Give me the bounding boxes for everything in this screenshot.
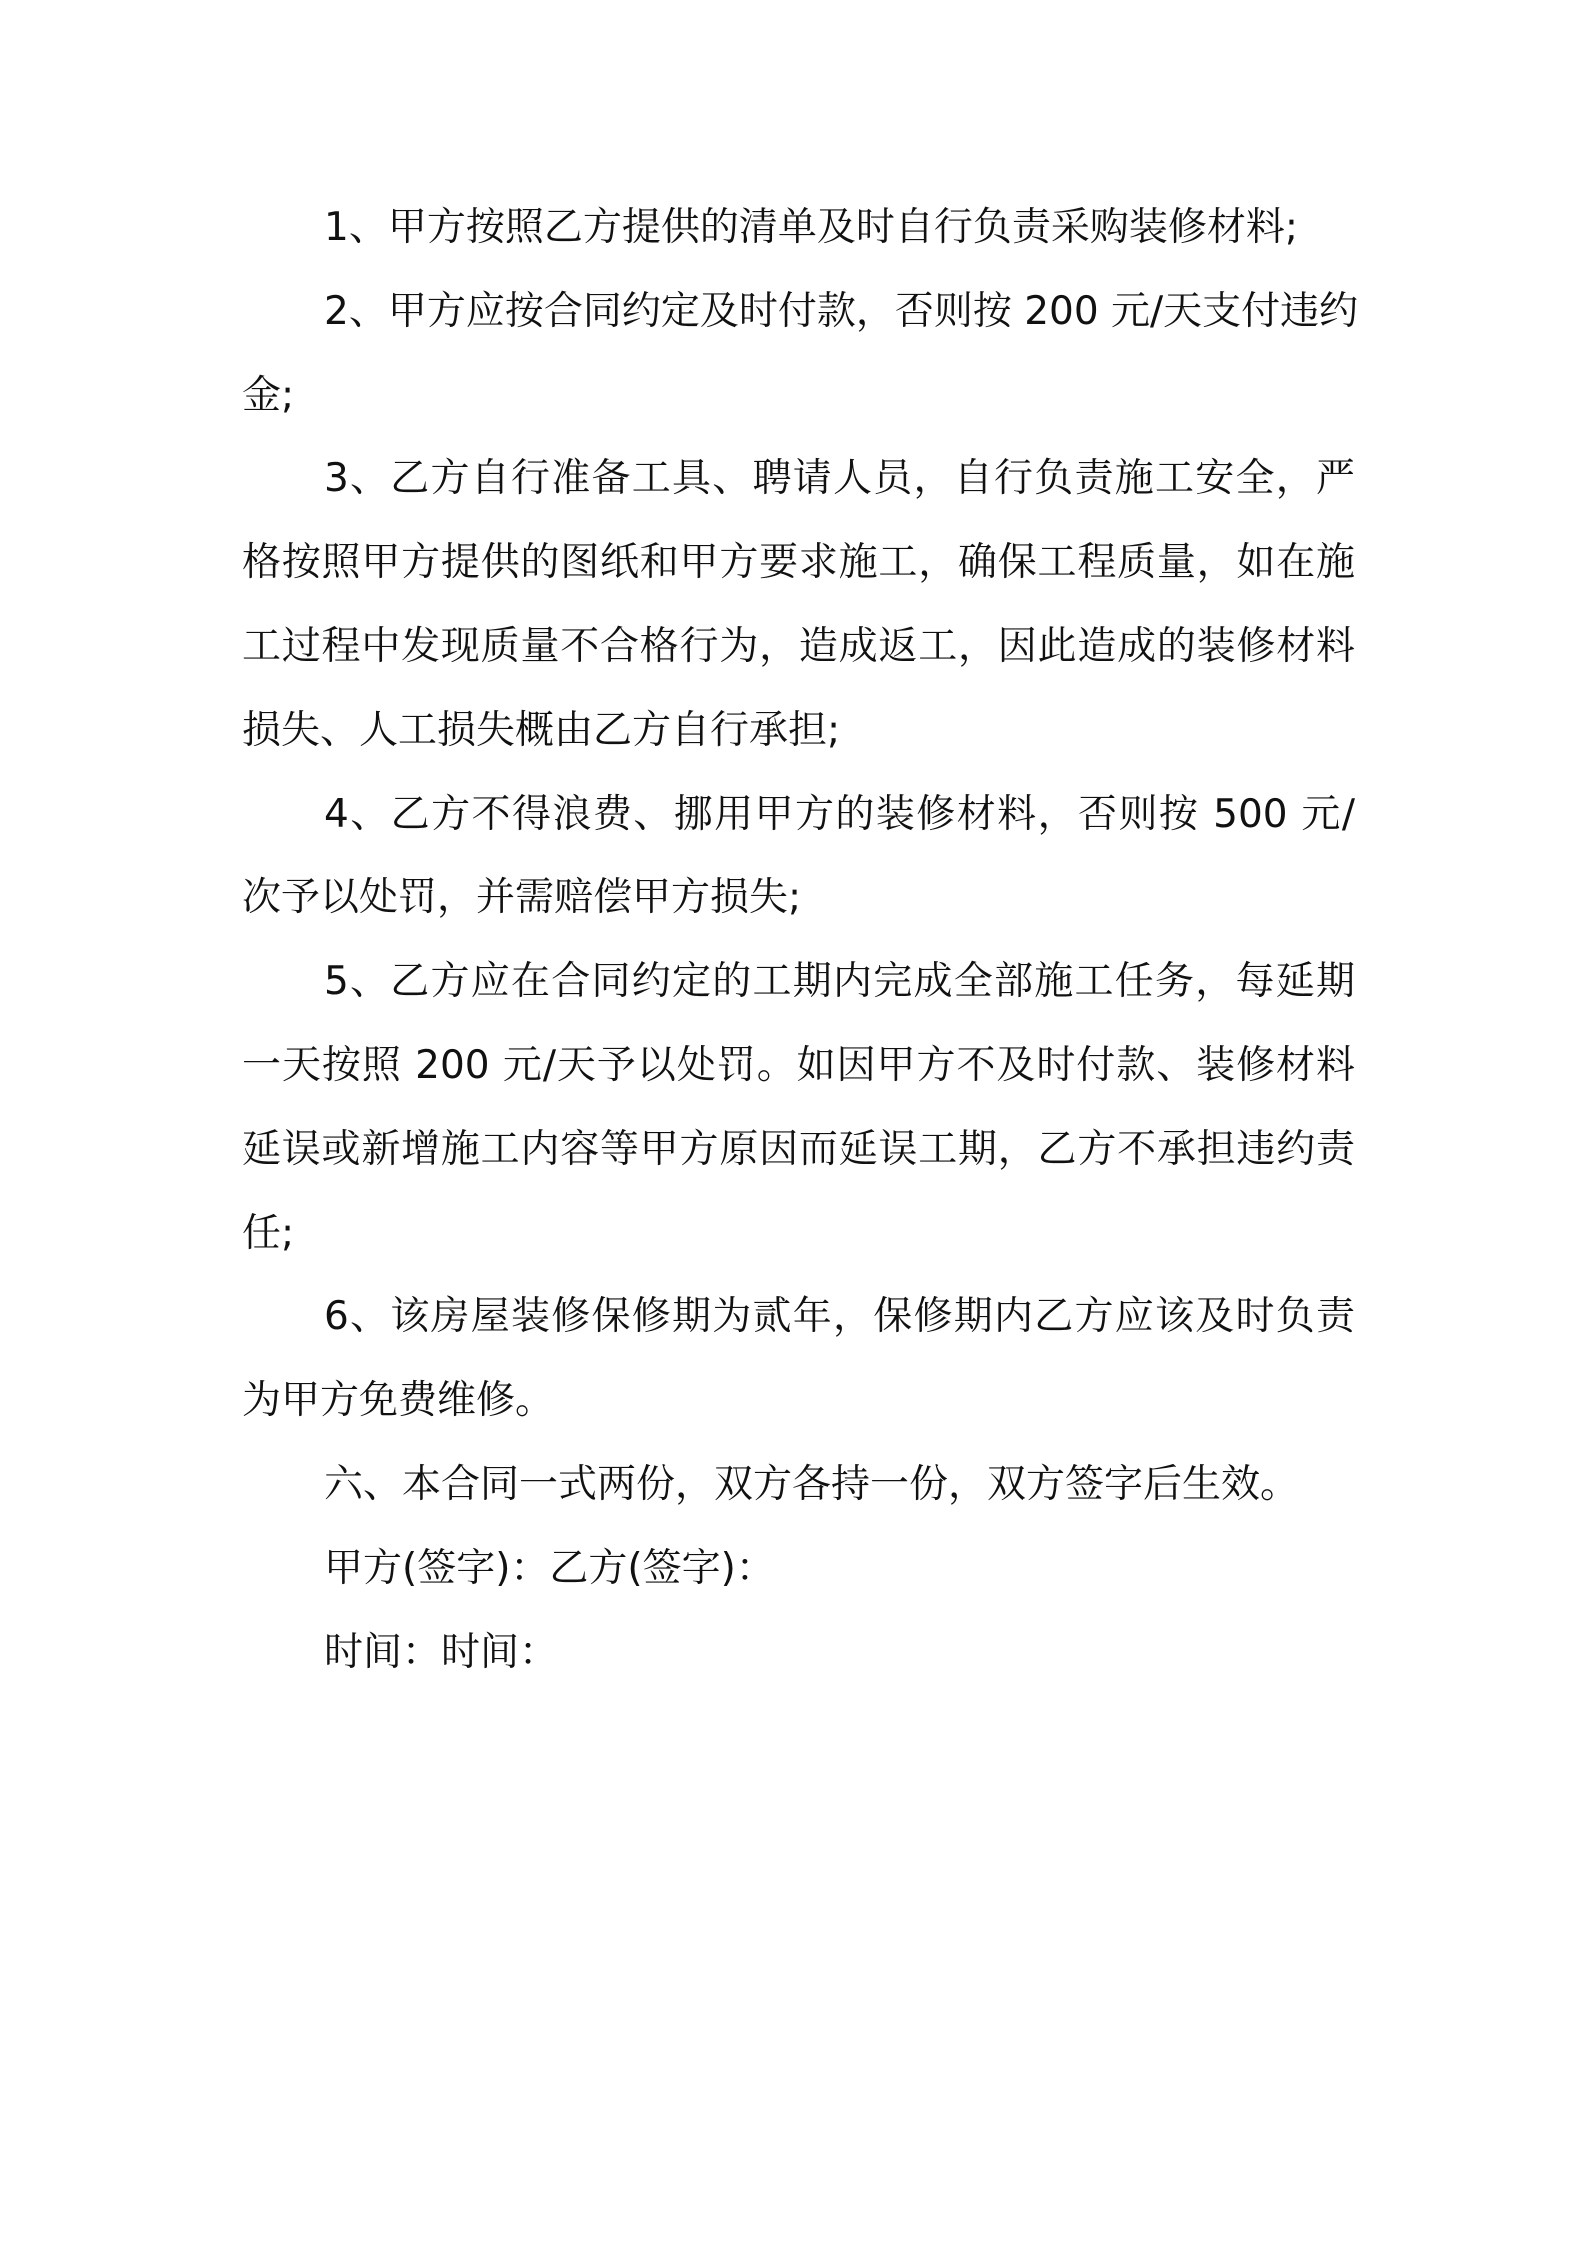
clause-5-line-3: 延误或新增施工内容等甲方原因而延误工期，乙方不承担违约责: [242, 1126, 1355, 1172]
clause-1-line-1: 1、甲方按照乙方提供的清单及时自行负责采购装修材料;: [324, 205, 1298, 250]
clause-3-line-4: 损失、人工损失概由乙方自行承担;: [242, 707, 841, 753]
clause-3-line-3: 工过程中发现质量不合格行为，造成返工，因此造成的装修材料: [242, 623, 1355, 669]
clause-5-line-4: 任;: [242, 1210, 295, 1256]
clause-6-line-1: 6、该房屋装修保修期为贰年，保修期内乙方应该及时负责: [324, 1294, 1355, 1340]
clause-3-line-1: 3、乙方自行准备工具、聘请人员，自行负责施工安全，严: [324, 456, 1355, 502]
clause-4-line-2: 次予以处罚，并需赔偿甲方损失;: [242, 875, 802, 921]
clause-3-line-2: 格按照甲方提供的图纸和甲方要求施工，确保工程质量，如在施: [242, 540, 1355, 586]
clause-5-line-2: 一天按照 200 元/天予以处罚。如因甲方不及时付款、装修材料: [242, 1042, 1355, 1088]
clause-5-line-1: 5、乙方应在合同约定的工期内完成全部施工任务，每延期: [324, 959, 1355, 1005]
signature-line: 甲方(签字)：乙方(签字)：: [324, 1545, 775, 1591]
closing-clause: 六、本合同一式两份，双方各持一份，双方签字后生效。: [324, 1461, 1300, 1507]
clause-4-line-1: 4、乙方不得浪费、挪用甲方的装修材料，否则按 500 元/: [324, 791, 1355, 837]
clause-2-line-2: 金;: [242, 372, 295, 418]
clause-6-line-2: 为甲方免费维修。: [242, 1378, 555, 1424]
clause-2-line-1: 2、甲方应按合同约定及时付款，否则按 200 元/天支付违约: [324, 288, 1359, 334]
contract-text: [242, 186, 1359, 1694]
date-line: 时间：时间：: [324, 1629, 559, 1675]
